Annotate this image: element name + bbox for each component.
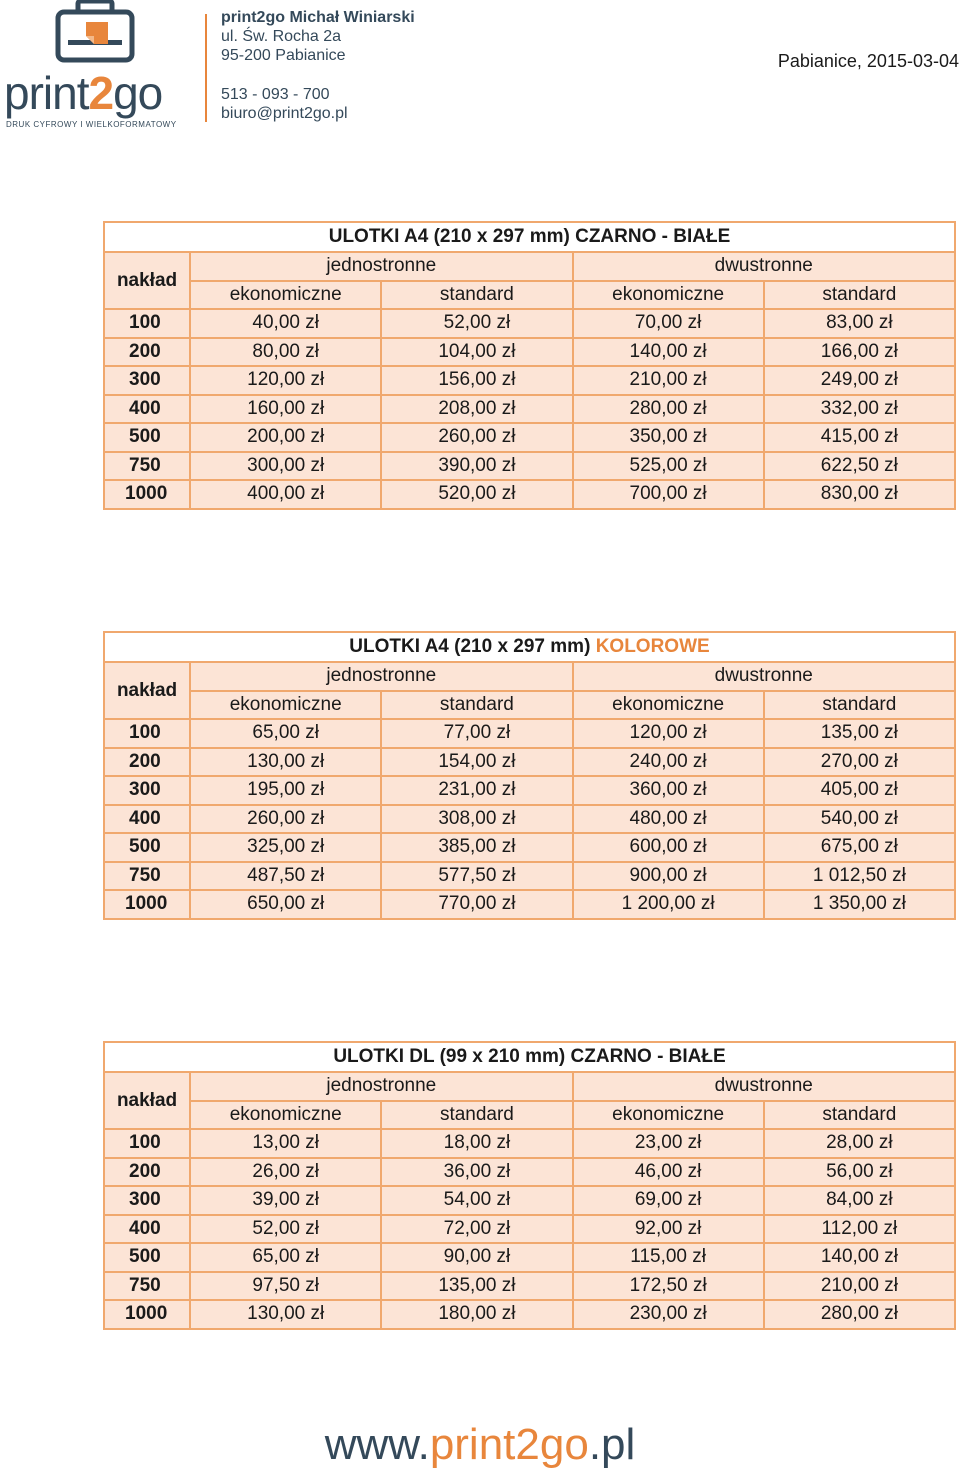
footer-website-link[interactable]: www.print2go.pl [324, 1420, 636, 1469]
price-cell: 135,00 zł [764, 719, 955, 748]
price-cell: 280,00 zł [764, 1300, 955, 1329]
table-header-row [104, 281, 955, 310]
table-header-row [104, 1072, 955, 1101]
row-qty: 750 [104, 1272, 190, 1301]
price-cell: 385,00 zł [381, 833, 572, 862]
table-row [104, 862, 955, 891]
price-cell: 770,00 zł [381, 890, 572, 919]
table-title-row [104, 1042, 955, 1072]
header-divider [205, 14, 207, 122]
price-cell: 13,00 zł [190, 1129, 381, 1158]
table-row [104, 805, 955, 834]
table-row [104, 890, 955, 919]
row-qty: 400 [104, 395, 190, 424]
price-cell: 112,00 zł [764, 1215, 955, 1244]
price-cell: 332,00 zł [764, 395, 955, 424]
table-row [104, 395, 955, 424]
price-cell: 92,00 zł [573, 1215, 764, 1244]
row-qty: 1000 [104, 890, 190, 919]
row-qty: 200 [104, 748, 190, 777]
price-cell: 650,00 zł [190, 890, 381, 919]
logo-wordmark: print2go [4, 67, 163, 119]
logo-tagline: DRUK CYFROWY I WIELKOFORMATOWY [6, 120, 177, 129]
price-cell: 270,00 zł [764, 748, 955, 777]
price-cell: 23,00 zł [573, 1129, 764, 1158]
column-header-economy: ekonomiczne [573, 281, 764, 310]
column-header-two-sided: dwustronne [573, 252, 956, 281]
price-cell: 210,00 zł [764, 1272, 955, 1301]
table-row [104, 1272, 955, 1301]
price-cell: 700,00 zł [573, 480, 764, 509]
price-cell: 46,00 zł [573, 1158, 764, 1187]
column-header-standard: standard [764, 1101, 955, 1130]
price-cell: 80,00 zł [190, 338, 381, 367]
table-header-row [104, 252, 955, 281]
table-row [104, 1300, 955, 1329]
row-qty: 1000 [104, 1300, 190, 1329]
column-header-one-sided: jednostronne [190, 662, 572, 691]
table-row [104, 1215, 955, 1244]
company-name: print2go Michał Winiarski [221, 9, 415, 26]
price-cell: 208,00 zł [381, 395, 572, 424]
row-qty: 300 [104, 776, 190, 805]
row-qty: 400 [104, 1215, 190, 1244]
table-row [104, 1243, 955, 1272]
table-title [104, 632, 955, 662]
price-cell: 65,00 zł [190, 1243, 381, 1272]
table-row [104, 719, 955, 748]
price-cell: 166,00 zł [764, 338, 955, 367]
column-header-economy: ekonomiczne [573, 691, 764, 720]
row-qty: 750 [104, 452, 190, 481]
column-header-one-sided: jednostronne [190, 252, 572, 281]
price-cell: 69,00 zł [573, 1186, 764, 1215]
table-title-main: ULOTKI A4 (210 x 297 mm) [349, 636, 596, 657]
price-cell: 260,00 zł [190, 805, 381, 834]
price-cell: 18,00 zł [381, 1129, 572, 1158]
price-cell: 360,00 zł [573, 776, 764, 805]
column-header-qty: nakład [104, 662, 190, 719]
column-header-economy: ekonomiczne [190, 1101, 381, 1130]
price-cell: 90,00 zł [381, 1243, 572, 1272]
price-cell: 350,00 zł [573, 423, 764, 452]
price-cell: 65,00 zł [190, 719, 381, 748]
price-cell: 40,00 zł [190, 309, 381, 338]
column-header-economy: ekonomiczne [573, 1101, 764, 1130]
price-cell: 210,00 zł [573, 366, 764, 395]
table-row [104, 366, 955, 395]
table-row [104, 833, 955, 862]
price-cell: 195,00 zł [190, 776, 381, 805]
row-qty: 400 [104, 805, 190, 834]
row-qty: 200 [104, 338, 190, 367]
price-cell: 154,00 zł [381, 748, 572, 777]
row-qty: 750 [104, 862, 190, 891]
table-title [104, 222, 955, 252]
column-header-two-sided: dwustronne [573, 662, 956, 691]
column-header-qty: nakład [104, 252, 190, 309]
price-cell: 520,00 zł [381, 480, 572, 509]
row-qty: 100 [104, 309, 190, 338]
price-cell: 308,00 zł [381, 805, 572, 834]
price-cell: 280,00 zł [573, 395, 764, 424]
price-cell: 390,00 zł [381, 452, 572, 481]
table-row [104, 1129, 955, 1158]
price-table [103, 221, 956, 510]
table-row [104, 1158, 955, 1187]
table-title-main: ULOTKI A4 (210 x 297 mm) CZARNO - BIAŁE [328, 226, 731, 247]
price-cell: 1 350,00 zł [764, 890, 955, 919]
table-row [104, 1186, 955, 1215]
place-date: Pabianice, 2015-03-04 [777, 51, 959, 71]
price-cell: 77,00 zł [381, 719, 572, 748]
column-header-economy: ekonomiczne [190, 691, 381, 720]
company-phone: 513 - 093 - 700 [221, 86, 330, 103]
price-cell: 400,00 zł [190, 480, 381, 509]
price-cell: 622,50 zł [764, 452, 955, 481]
table-row [104, 452, 955, 481]
table-row [104, 423, 955, 452]
table-title-main: ULOTKI DL (99 x 210 mm) CZARNO - BIAŁE [333, 1046, 726, 1067]
price-cell: 56,00 zł [764, 1158, 955, 1187]
price-cell: 104,00 zł [381, 338, 572, 367]
table-header-row [104, 691, 955, 720]
price-cell: 83,00 zł [764, 309, 955, 338]
price-cell: 26,00 zł [190, 1158, 381, 1187]
column-header-economy: ekonomiczne [190, 281, 381, 310]
price-cell: 135,00 zł [381, 1272, 572, 1301]
table-title [104, 1042, 955, 1072]
table-row [104, 748, 955, 777]
column-header-standard: standard [764, 691, 955, 720]
price-cell: 200,00 zł [190, 423, 381, 452]
price-cell: 1 012,50 zł [764, 862, 955, 891]
price-cell: 115,00 zł [573, 1243, 764, 1272]
price-cell: 900,00 zł [573, 862, 764, 891]
price-cell: 120,00 zł [573, 719, 764, 748]
price-cell: 260,00 zł [381, 423, 572, 452]
row-qty: 500 [104, 833, 190, 862]
price-cell: 120,00 zł [190, 366, 381, 395]
company-address [221, 8, 415, 65]
price-cell: 300,00 zł [190, 452, 381, 481]
price-cell: 540,00 zł [764, 805, 955, 834]
price-cell: 172,50 zł [573, 1272, 764, 1301]
company-street: ul. Św. Rocha 2a [221, 28, 342, 45]
company-email[interactable]: biuro@print2go.pl [221, 105, 348, 122]
row-qty: 100 [104, 719, 190, 748]
price-cell: 36,00 zł [381, 1158, 572, 1187]
price-cell: 231,00 zł [381, 776, 572, 805]
price-cell: 230,00 zł [573, 1300, 764, 1329]
table-title-accent: KOLOROWE [595, 636, 710, 657]
price-table [103, 631, 956, 920]
price-cell: 415,00 zł [764, 423, 955, 452]
company-city: 95-200 Pabianice [221, 47, 346, 64]
column-header-one-sided: jednostronne [190, 1072, 572, 1101]
row-qty: 500 [104, 1243, 190, 1272]
column-header-standard: standard [764, 281, 955, 310]
price-cell: 325,00 zł [190, 833, 381, 862]
price-cell: 249,00 zł [764, 366, 955, 395]
print-logo-icon [50, 0, 140, 66]
price-cell: 54,00 zł [381, 1186, 572, 1215]
price-cell: 72,00 zł [381, 1215, 572, 1244]
column-header-qty: nakład [104, 1072, 190, 1129]
price-cell: 405,00 zł [764, 776, 955, 805]
company-logo [4, 0, 194, 135]
row-qty: 200 [104, 1158, 190, 1187]
price-cell: 1 200,00 zł [573, 890, 764, 919]
price-table [103, 1041, 956, 1330]
price-cell: 487,50 zł [190, 862, 381, 891]
column-header-standard: standard [381, 281, 572, 310]
row-qty: 500 [104, 423, 190, 452]
company-contact [221, 85, 348, 123]
row-qty: 100 [104, 1129, 190, 1158]
price-cell: 39,00 zł [190, 1186, 381, 1215]
price-cell: 140,00 zł [573, 338, 764, 367]
row-qty: 300 [104, 366, 190, 395]
table-row [104, 309, 955, 338]
price-cell: 84,00 zł [764, 1186, 955, 1215]
table-title-row [104, 632, 955, 662]
column-header-standard: standard [381, 1101, 572, 1130]
price-cell: 156,00 zł [381, 366, 572, 395]
price-cell: 70,00 zł [573, 309, 764, 338]
row-qty: 1000 [104, 480, 190, 509]
table-row [104, 776, 955, 805]
price-cell: 28,00 zł [764, 1129, 955, 1158]
price-cell: 180,00 zł [381, 1300, 572, 1329]
price-cell: 97,50 zł [190, 1272, 381, 1301]
table-row [104, 338, 955, 367]
row-qty: 300 [104, 1186, 190, 1215]
table-header-row [104, 662, 955, 691]
table-row [104, 480, 955, 509]
price-cell: 675,00 zł [764, 833, 955, 862]
column-header-standard: standard [381, 691, 572, 720]
price-cell: 480,00 zł [573, 805, 764, 834]
table-title-row [104, 222, 955, 252]
price-cell: 525,00 zł [573, 452, 764, 481]
price-cell: 130,00 zł [190, 1300, 381, 1329]
price-cell: 130,00 zł [190, 748, 381, 777]
table-header-row [104, 1101, 955, 1130]
price-cell: 160,00 zł [190, 395, 381, 424]
price-cell: 52,00 zł [190, 1215, 381, 1244]
price-cell: 140,00 zł [764, 1243, 955, 1272]
price-cell: 600,00 zł [573, 833, 764, 862]
column-header-two-sided: dwustronne [573, 1072, 955, 1101]
price-cell: 577,50 zł [381, 862, 572, 891]
price-cell: 830,00 zł [764, 480, 955, 509]
price-cell: 52,00 zł [381, 309, 572, 338]
price-cell: 240,00 zł [573, 748, 764, 777]
